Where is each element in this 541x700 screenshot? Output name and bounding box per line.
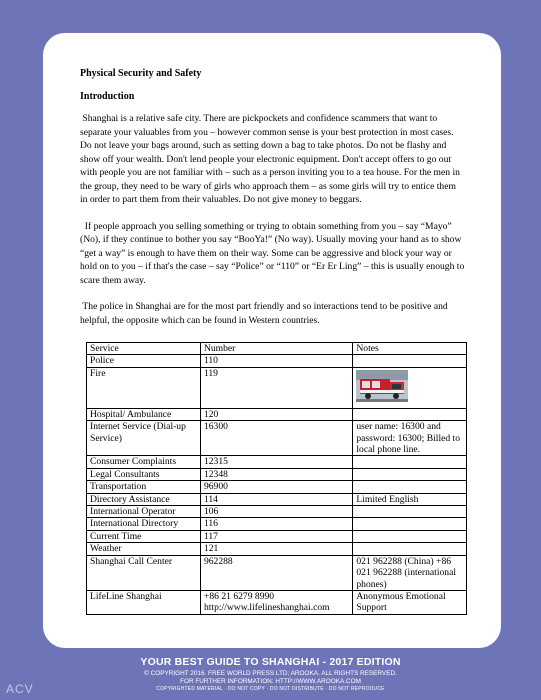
header-notes: Notes bbox=[353, 343, 467, 355]
table-header-row bbox=[87, 343, 467, 355]
table-cell: International Directory bbox=[87, 518, 201, 530]
table-row bbox=[87, 506, 467, 518]
table-cell: 114 bbox=[200, 493, 352, 505]
table-cell: 119 bbox=[200, 367, 352, 408]
table-cell: 021 962288 (China) +86 021 962288 (international phones) bbox=[353, 555, 467, 590]
table-cell bbox=[353, 530, 467, 542]
table-cell: Transportation bbox=[87, 481, 201, 493]
table-row bbox=[87, 493, 467, 505]
table-row bbox=[87, 355, 467, 367]
table-cell: Legal Consultants bbox=[87, 468, 201, 480]
table-row bbox=[87, 421, 467, 456]
table-cell: Police bbox=[87, 355, 201, 367]
paragraph-3: The police in Shanghai are for the most part friendly and so interactions tend to be positive and helpful, the opposite which can be found in Western countries. bbox=[80, 301, 448, 326]
table-cell: 117 bbox=[200, 530, 352, 542]
table-cell: LifeLine Shanghai bbox=[87, 590, 201, 614]
watermark: ACV bbox=[6, 682, 34, 696]
emergency-numbers-table bbox=[86, 342, 467, 615]
table-cell: Shanghai Call Center bbox=[87, 555, 201, 590]
footer-notice: COPYRIGHTED MATERIAL · DO NOT COPY · DO NOT DISTRIBUTE · DO NOT REPRODUCE bbox=[156, 686, 385, 692]
table-row bbox=[87, 530, 467, 542]
fire-truck-image bbox=[356, 370, 408, 402]
table-row bbox=[87, 481, 467, 493]
copyright-line: © COPYRIGHT 2016. FREE WORLD PRESS LTD; AROOKA. ALL RIGHTS RESERVED. bbox=[144, 670, 397, 677]
table-cell: 12315 bbox=[200, 456, 352, 468]
table-cell bbox=[353, 518, 467, 530]
header-service: Service bbox=[87, 343, 201, 355]
table-cell: 116 bbox=[200, 518, 352, 530]
footer-title: YOUR BEST GUIDE TO SHANGHAI - 2017 EDITION bbox=[140, 656, 401, 668]
table-cell: 106 bbox=[200, 506, 352, 518]
table-cell: Anonymous Emotional Support bbox=[353, 590, 467, 614]
footer-copyright bbox=[0, 670, 541, 686]
table-cell: 110 bbox=[200, 355, 352, 367]
table-cell: Consumer Complaints bbox=[87, 456, 201, 468]
subheading: Introduction bbox=[80, 90, 135, 102]
table-cell: Fire bbox=[87, 367, 201, 408]
table-cell: Current Time bbox=[87, 530, 201, 542]
info-link-line: FOR FURTHER INFORMATION: HTTP://WWW.AROOKA.COM bbox=[180, 678, 361, 685]
table-cell: user name: 16300 and password: 16300; Billed to local phone line. bbox=[353, 421, 467, 456]
table-cell: Hospital/ Ambulance bbox=[87, 408, 201, 420]
table-cell: 121 bbox=[200, 543, 352, 555]
table-row bbox=[87, 468, 467, 480]
table-cell bbox=[353, 543, 467, 555]
table-cell bbox=[353, 367, 467, 408]
heading: Physical Security and Safety bbox=[80, 68, 202, 79]
table-cell: 16300 bbox=[200, 421, 352, 456]
header-number: Number bbox=[200, 343, 352, 355]
table-cell bbox=[353, 408, 467, 420]
table-row bbox=[87, 543, 467, 555]
table-cell: International Operator bbox=[87, 506, 201, 518]
table-row bbox=[87, 555, 467, 590]
table-cell: 120 bbox=[200, 408, 352, 420]
table-cell: 96900 bbox=[200, 481, 352, 493]
table-cell bbox=[353, 456, 467, 468]
table-row bbox=[87, 518, 467, 530]
table-cell: Directory Assistance bbox=[87, 493, 201, 505]
table-cell: Internet Service (Dial-up Service) bbox=[87, 421, 201, 456]
table-cell bbox=[353, 355, 467, 367]
table-row bbox=[87, 367, 467, 408]
document-page bbox=[43, 33, 501, 648]
paragraph-2: If people approach you selling something or trying to obtain something from you – say “Mayo” (No), if they continue to bother you say “BooYa!” (No way). Usually moving your hand as to show “get a way” is enough to have them on their way. Some can be aggressive and block your way or hold on to you – if that's the case – say “Police” or “110” or “Er Er Ling” – this is usually enough to scare them away. bbox=[80, 220, 465, 286]
table-row bbox=[87, 456, 467, 468]
table-cell: Weather bbox=[87, 543, 201, 555]
table-cell: +86 21 6279 8990 http://www.lifelineshanghai.com bbox=[200, 590, 352, 614]
table-cell bbox=[353, 481, 467, 493]
paragraph-1: Shanghai is a relative safe city. There are pickpockets and confidence scammers that want to separate your valuables from you – however common sense is your best protection in most cases. Do not leave your bags around, such as setting down a bag to take photos. Do not be flashy and show off your wealth. Don't lend people your electronic equipment. Don't accept offers to go out with people you are not familiar with – such as a person inviting you to a tea house. For the men in the group, they need to be wary of girls who approach them – as some girls will try to entice them in order to part them from their valuables. Do not give money to beggars. bbox=[80, 113, 460, 205]
table-cell: 962288 bbox=[200, 555, 352, 590]
table-cell: Limited English bbox=[353, 493, 467, 505]
table-cell: 12348 bbox=[200, 468, 352, 480]
table-row bbox=[87, 590, 467, 614]
table-cell bbox=[353, 468, 467, 480]
table-row bbox=[87, 408, 467, 420]
table-cell bbox=[353, 506, 467, 518]
